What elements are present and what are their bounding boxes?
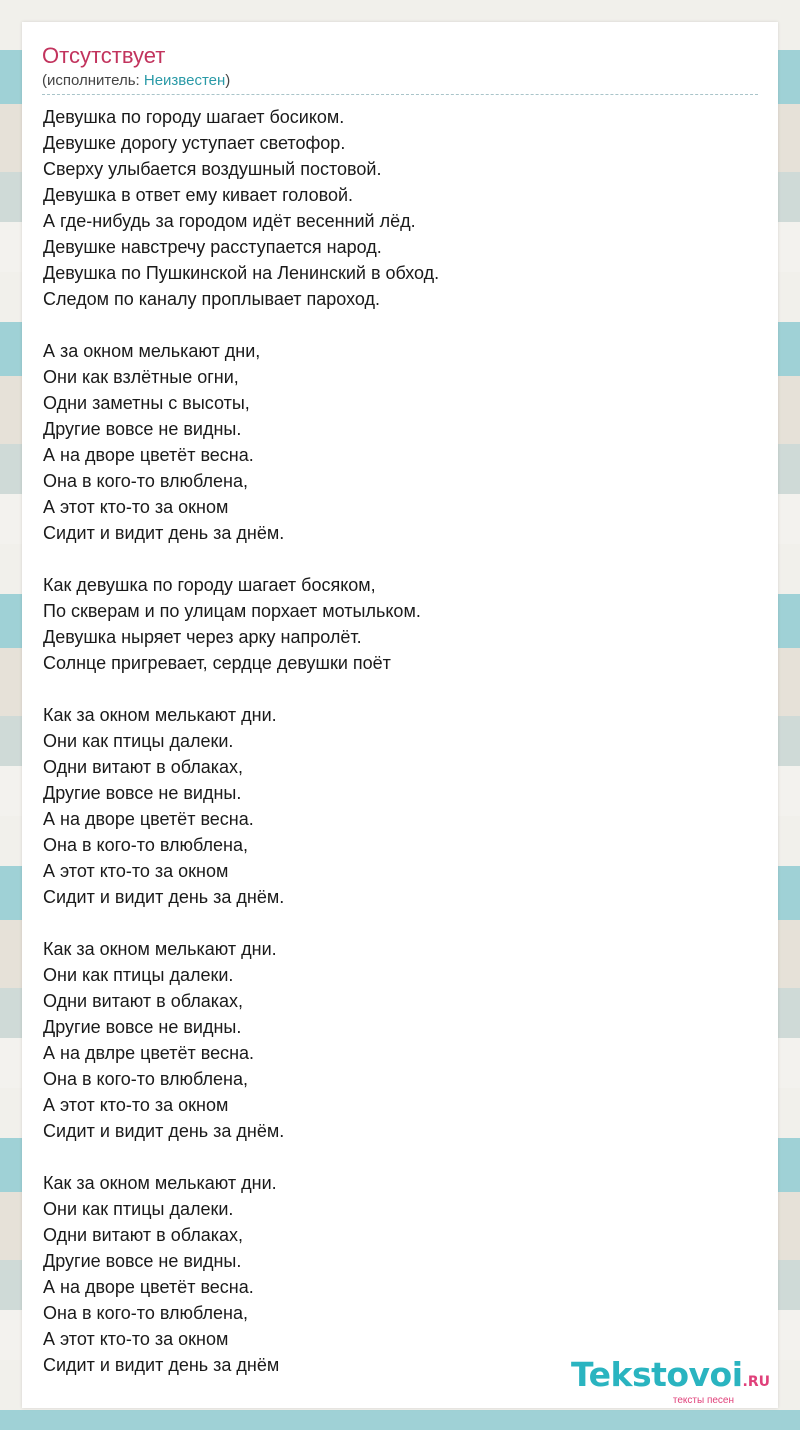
lyrics-stanza xyxy=(43,1170,743,1378)
lyrics-line: Как за окном мелькают дни. xyxy=(43,705,277,725)
logo-wordmark xyxy=(571,1357,770,1400)
lyrics-line: Одни заметны с высоты, xyxy=(43,393,250,413)
lyrics-line: Следом по каналу проплывает пароход. xyxy=(43,289,380,309)
lyrics-line: А на двлре цветёт весна. xyxy=(43,1043,255,1063)
lyrics-stanza xyxy=(43,936,743,1144)
lyrics-line: Сидит и видит день за днём. xyxy=(43,523,285,543)
lyrics-line: А на дворе цветёт весна. xyxy=(43,445,254,465)
lyrics-line: Она в кого-то влюблена, xyxy=(43,471,248,491)
lyrics-line: А на дворе цветёт весна. xyxy=(43,1277,254,1297)
lyrics-line: А этот кто-то за окном xyxy=(43,1329,229,1349)
lyrics-text xyxy=(43,104,743,1404)
lyrics-line: Как за окном мелькают дни. xyxy=(43,1173,277,1193)
song-header xyxy=(42,42,758,95)
lyrics-stanza xyxy=(43,338,743,546)
lyrics-card xyxy=(22,22,778,1408)
lyrics-stanza xyxy=(43,104,743,312)
lyrics-line: Она в кого-то влюблена, xyxy=(43,1303,248,1323)
lyrics-line: Она в кого-то влюблена, xyxy=(43,1069,248,1089)
artist-line xyxy=(42,70,758,92)
lyrics-line: Солнце пригревает, сердце девушки поёт xyxy=(43,653,391,673)
lyrics-stanza xyxy=(43,572,743,676)
logo-name: Tekstovoi xyxy=(570,1355,743,1394)
lyrics-line: Сидит и видит день за днём. xyxy=(43,887,285,907)
lyrics-line: А этот кто-то за окном xyxy=(43,497,229,517)
site-logo[interactable] xyxy=(571,1357,770,1406)
lyrics-line: Девушка ныряет через арку напролёт. xyxy=(43,627,362,647)
lyrics-line: Они как птицы далеки. xyxy=(43,1199,234,1219)
lyrics-line: Другие вовсе не видны. xyxy=(43,1251,242,1271)
lyrics-line: А за окном мелькают дни, xyxy=(43,341,261,361)
artist-prefix: (исполнитель: xyxy=(42,72,144,89)
artist-link[interactable]: Неизвестен xyxy=(143,72,226,89)
lyrics-line: Девушка по Пушкинской на Ленинский в обход. xyxy=(43,263,440,283)
lyrics-line: Одни витают в облаках, xyxy=(43,1225,243,1245)
lyrics-line: Она в кого-то влюблена, xyxy=(43,835,248,855)
lyrics-line: Они как птицы далеки. xyxy=(43,731,234,751)
lyrics-line: Другие вовсе не видны. xyxy=(43,419,242,439)
lyrics-line: А на дворе цветёт весна. xyxy=(43,809,254,829)
lyrics-line: Другие вовсе не видны. xyxy=(43,1017,242,1037)
lyrics-line: Сидит и видит день за днём xyxy=(43,1355,280,1375)
lyrics-line: Девушка в ответ ему кивает головой. xyxy=(43,185,354,205)
lyrics-line: Как девушка по городу шагает босяком, xyxy=(43,575,376,595)
lyrics-line: Они как взлётные огни, xyxy=(43,367,239,387)
lyrics-line: Одни витают в облаках, xyxy=(43,757,243,777)
lyrics-line: А где-нибудь за городом идёт весенний лёд. xyxy=(43,211,416,231)
lyrics-line: Сидит и видит день за днём. xyxy=(43,1121,285,1141)
lyrics-line: По скверам и по улицам порхает мотыльком. xyxy=(43,601,421,621)
lyrics-line: Девушка по городу шагает босиком. xyxy=(43,107,345,127)
lyrics-line: Девушке дорогу уступает светофор. xyxy=(43,133,346,153)
lyrics-line: Одни витают в облаках, xyxy=(43,991,243,1011)
lyrics-stanza xyxy=(43,702,743,910)
lyrics-line: Они как птицы далеки. xyxy=(43,965,234,985)
lyrics-line: А этот кто-то за окном xyxy=(43,1095,229,1115)
artist-suffix: ) xyxy=(225,72,231,89)
lyrics-line: А этот кто-то за окном xyxy=(43,861,229,881)
lyrics-line: Девушке навстречу расступается народ. xyxy=(43,237,382,257)
logo-tld: .RU xyxy=(742,1374,770,1390)
lyrics-line: Сверху улыбается воздушный постовой. xyxy=(43,159,382,179)
logo-tagline: тексты песен xyxy=(672,1395,734,1406)
song-title: Отсутствует xyxy=(42,43,166,68)
lyrics-line: Другие вовсе не видны. xyxy=(43,783,242,803)
lyrics-line: Как за окном мелькают дни. xyxy=(43,939,277,959)
